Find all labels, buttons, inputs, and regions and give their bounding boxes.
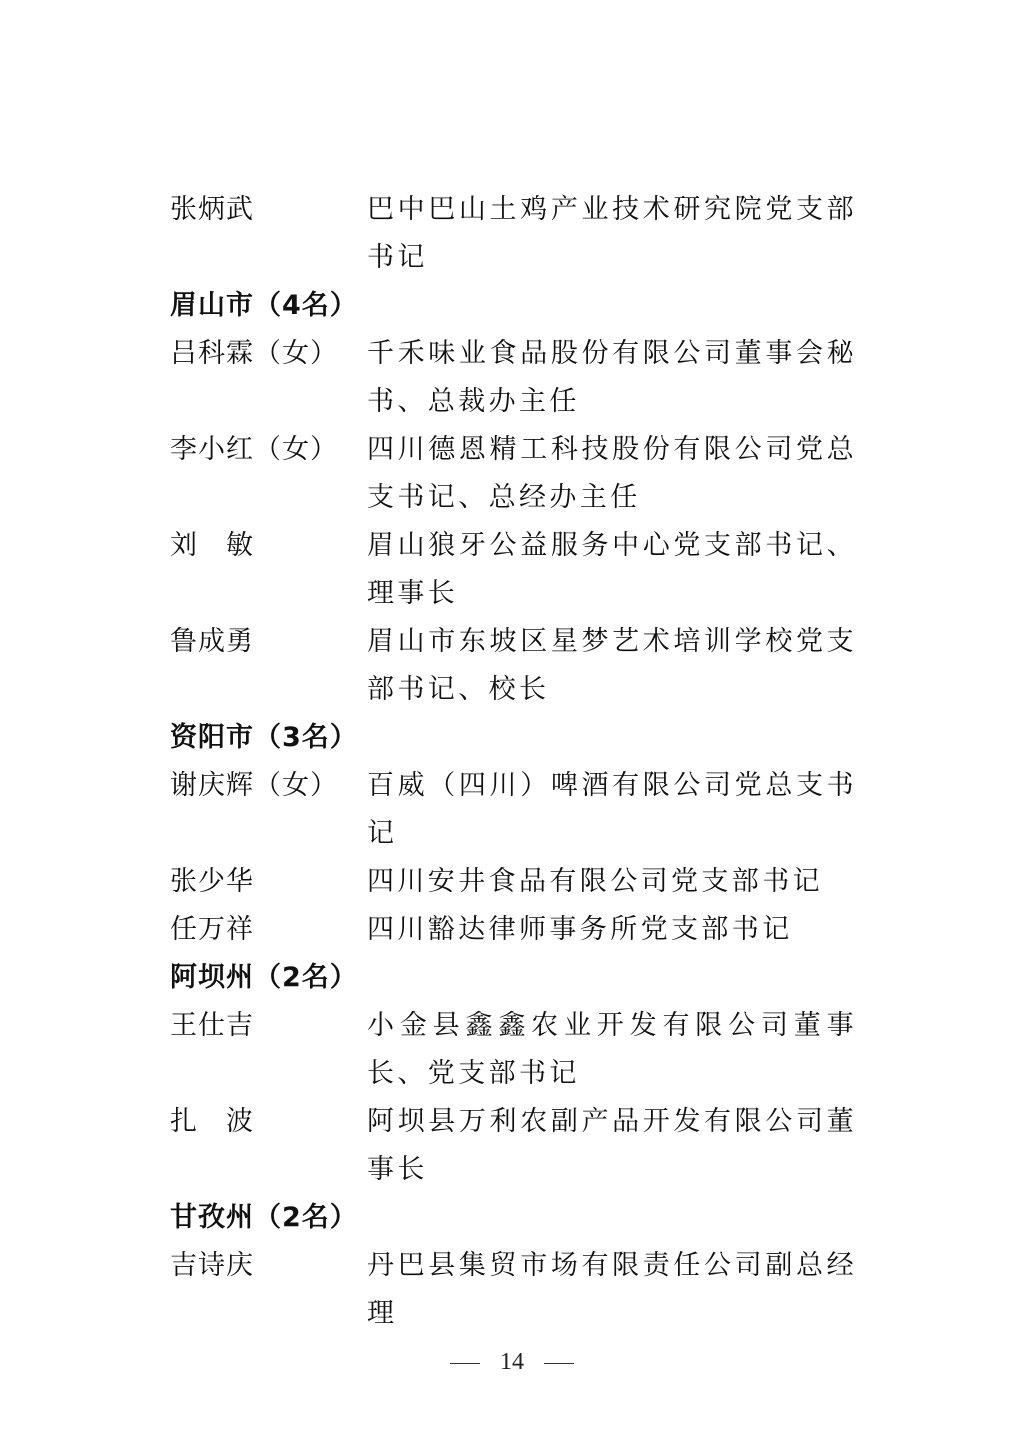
person-title: 四川德恩精工科技股份有限公司党总支书记、总经办主任 bbox=[367, 434, 857, 513]
page-footer bbox=[0, 1342, 1024, 1382]
group-heading: 阿坝州（2名） bbox=[170, 962, 358, 993]
person-title: 千禾味业食品股份有限公司董事会秘书、总裁办主任 bbox=[367, 338, 857, 417]
person-name: 张炳武 bbox=[170, 194, 254, 225]
person-name: 任万祥 bbox=[170, 914, 254, 945]
page-number: 14 bbox=[500, 1349, 524, 1375]
group-heading: 眉山市（4名） bbox=[170, 290, 358, 321]
name-list bbox=[170, 186, 870, 1338]
person-title: 巴中巴山土鸡产业技术研究院党支部书记 bbox=[367, 194, 857, 273]
person-name: 谢庆辉（女） bbox=[170, 770, 338, 801]
person-name: 王仕吉 bbox=[170, 1010, 254, 1041]
dash-right bbox=[544, 1363, 574, 1365]
person-title: 百威（四川）啤酒有限公司党总支书记 bbox=[367, 770, 857, 849]
list-item bbox=[170, 330, 870, 426]
person-title: 小金县鑫鑫农业开发有限公司董事长、党支部书记 bbox=[367, 1010, 857, 1089]
person-name: 扎 波 bbox=[170, 1106, 254, 1137]
person-title: 阿坝县万利农副产品开发有限公司董事长 bbox=[367, 1106, 857, 1185]
person-title: 眉山狼牙公益服务中心党支部书记、理事长 bbox=[367, 530, 857, 609]
person-name: 鲁成勇 bbox=[170, 626, 254, 657]
group-heading: 资阳市（3名） bbox=[170, 722, 358, 753]
dash-left bbox=[450, 1363, 480, 1365]
person-title: 四川豁达律师事务所党支部书记 bbox=[367, 914, 793, 945]
person-name: 吉诗庆 bbox=[170, 1250, 254, 1281]
list-item bbox=[170, 1242, 870, 1338]
person-name: 张少华 bbox=[170, 866, 254, 897]
list-item bbox=[170, 1002, 870, 1098]
list-item bbox=[170, 1098, 870, 1194]
list-item bbox=[170, 618, 870, 714]
person-name: 刘 敏 bbox=[170, 530, 254, 561]
person-title: 眉山市东坡区星梦艺术培训学校党支部书记、校长 bbox=[367, 626, 857, 705]
list-item bbox=[170, 858, 870, 906]
person-name: 李小红（女） bbox=[170, 434, 338, 465]
list-item bbox=[170, 426, 870, 522]
person-name: 吕科霖（女） bbox=[170, 338, 338, 369]
list-item bbox=[170, 522, 870, 618]
list-item bbox=[170, 762, 870, 858]
group-heading: 甘孜州（2名） bbox=[170, 1202, 358, 1233]
list-item bbox=[170, 906, 870, 954]
person-title: 四川安井食品有限公司党支部书记 bbox=[367, 866, 823, 897]
person-title: 丹巴县集贸市场有限责任公司副总经理 bbox=[367, 1250, 857, 1329]
list-item bbox=[170, 186, 870, 282]
